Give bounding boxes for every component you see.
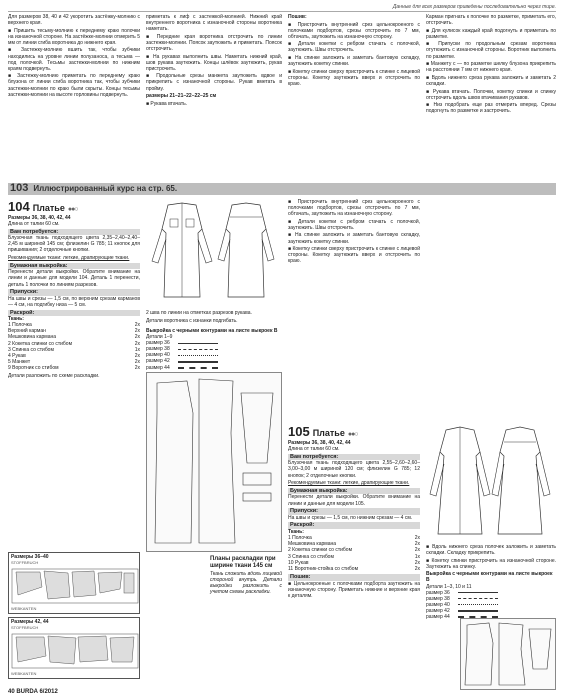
pattern-pieces-svg — [147, 373, 281, 551]
paragraph: ■ На спинке заложить и заметать бантовую складку, заутюжить кокетку спинки. — [288, 232, 420, 245]
list-item: 1 Полочка 2x — [8, 322, 140, 329]
layout-plan-caption — [210, 556, 282, 597]
list-item: 5 Манжет 2x — [8, 358, 140, 365]
webkanten-label: WEBKANTEN — [11, 671, 37, 677]
pattern-text: Перенести детали выкройки. Обратите внимание на линии и данные для модели 104. Деталь 1 перенести, деталь 1 полочки по линиям разрезов. — [8, 269, 140, 288]
sizes: Размеры 36, 38, 40, 42, 44 — [288, 440, 351, 446]
contour-parts: Детали 1–9 — [146, 334, 173, 341]
paragraph: ■ Вдоль нижнего среза полочек заложить и заметать складки. Складку прикрепить. — [426, 544, 556, 557]
list-item: Мешковина кармана 2x — [8, 334, 140, 341]
cutting-heading: Раскрой: — [288, 522, 420, 529]
fabric-label: Ткань: — [8, 316, 24, 323]
paragraph: Карман пригнать к полочке по разметке, приметать его, отстрочить. — [426, 14, 556, 27]
model-104-heading — [8, 199, 140, 215]
paragraph: ■ Застежку-молнию приметать по переднему краю блузона от линии сгиба воротника так, чтобы зубчики застежки-молнии по краю были скрыты. Концы тесьмы застежки-молнии на высоте горловины подвернуть. — [8, 73, 140, 98]
legend-row: размер 42 — [426, 608, 556, 614]
layout-title: Размеры 36–40 — [11, 554, 49, 560]
parts-list — [288, 535, 420, 572]
legend-row: размер 38 — [146, 346, 282, 352]
model-number: 104 — [8, 199, 30, 214]
paragraph: ■ Детали кокетки с ребром стачать с полочкой, заутюжить. Швы отстрочить. — [288, 218, 420, 231]
parts-list — [8, 322, 140, 371]
list-item: Верхний карман 2x — [8, 328, 140, 335]
list-item: 2 Кокетка спинки со стибом 2x — [288, 547, 420, 554]
paragraph: 2 шва по линии на отметках разрезов рукава. — [146, 310, 252, 316]
paragraph: ■ На рукавах выполнить швы. Наметать нижний край, шов рукава заутюжить. Концы шлёвок заутюжить, рукав пристрочить. — [146, 53, 282, 72]
stoffbruch-label: STOFFBRUCH — [11, 560, 39, 566]
paragraph: ■ Продольные срезы манжета заутюжить вдвое и прикрепить с изнаночной стороны. Рукав вметать в пройму. — [146, 73, 282, 92]
paragraph: ■ Манжету с — по разметке шелку блузона прикрепить на расстоянии 7 мм от нижнего края. — [426, 61, 556, 74]
dress-105-sketch — [426, 424, 556, 542]
legend-row: размер 44 — [426, 614, 556, 620]
list-item: 3 Спинка со стибом 1x — [8, 346, 140, 353]
pattern-text: Перенести детали выкройки. Обратите внимание на линии и данные для модели 105. — [288, 494, 420, 507]
allowances-text: На швы и срезы — 1,5 см, по нижним срезам — 4 см. — [288, 514, 413, 521]
course-banner — [8, 183, 556, 195]
top-column-3 — [288, 14, 420, 89]
legend-row: размер 36 — [146, 340, 282, 346]
allowances-text: На швы и срезы — 1,5 см, по верхним срезам карманов — 4 см, на подгибку низа — 5 см. — [8, 295, 140, 308]
paragraph: ■ Вдоль нижнего среза рукава заложить и заметать 2 складки. — [426, 74, 556, 87]
model-104-column — [8, 199, 140, 381]
dress-104-sketch — [146, 199, 282, 307]
contour-parts: Детали 1–3, 10 и 11 — [426, 583, 472, 590]
allowances-heading: Припуски: — [288, 508, 420, 515]
difficulty-dots: ●●○ — [67, 206, 78, 213]
pattern-pieces-105 — [460, 618, 556, 690]
list-item: 2 Кокетка спинки со стибом 2x — [8, 340, 140, 347]
layout-title: Размеры 42, 44 — [11, 619, 49, 625]
banner-text: Иллюстрированный курс на стр. 65. — [33, 184, 178, 194]
paragraph: ■ Пристрочить внутренний срез цельнокроеного с полочками подбортов, срезы отстрочить по 7 мм, обтачать, заутюжить на изнаночную сторону. — [288, 199, 420, 218]
sewing-heading: Пошив: — [288, 574, 420, 581]
model-105-column — [288, 440, 420, 600]
length: Длина от талии 60 см. — [288, 446, 340, 453]
paragraph: размеры 21–21–22–22–25 см — [146, 93, 217, 100]
paragraph: ■ Рукава втачать. Полочки, кокетку спинки и спинку отстрочить вдоль швов втачивания рукавов. — [426, 88, 556, 101]
materials-text: Блузочная ткань подходящего цвета 2,35–2,40–2,40–2,45 м шириной 145 см; флизелин G 785; 11 кнопок для пришивания; 2 отделочные кнопки. — [8, 235, 140, 254]
allowances-heading: Припуски: — [8, 289, 140, 296]
length: Длина от талии 60 см. — [8, 220, 60, 227]
legend-row: размер 44 — [146, 365, 282, 371]
list-item: 4 Рукав 2x — [8, 352, 140, 359]
paragraph: Детали воротника с изнанки подгибать. — [146, 317, 238, 324]
list-item: 10 Рукав 2x — [288, 559, 420, 566]
model-104-sewing-text — [288, 199, 420, 419]
materials-heading: Вам потребуется: — [288, 454, 420, 461]
header-note: Данные для всех размеров приведены последовательно через тире. — [392, 4, 556, 10]
cutting-heading: Раскрой: — [8, 310, 140, 317]
materials-text: Блузочная ткань подходящего цвета 2,55–2,60–2,60–3,00–3,00 м шириной 120 см; флизелин G 785; 12 кнопок; 2 отделочные кнопки. — [288, 460, 420, 479]
list-item: 3 Спинка со стибом 1x — [288, 553, 420, 560]
layout-diagram-42-44 — [8, 617, 140, 679]
legend-row: размер 36 — [426, 590, 556, 596]
top-column-1 — [8, 14, 140, 99]
list-item: 9 Воротник со стибом 2x — [8, 364, 140, 371]
pattern-pieces-svg — [461, 619, 555, 689]
paragraph: ■ Кокетку спинки сверху пристрочить к спинке с лицевой стороны. Кокетку заутюжить вверх и отстрочить по краю. — [288, 246, 420, 265]
paragraph: ■ На спинке заложить и заметать бантовую складку, заутюжить кокетку спинки. — [288, 55, 420, 68]
webkanten-label: WEBKANTEN — [11, 606, 37, 612]
layout-diagram-svg — [10, 567, 140, 607]
pattern-heading: Бумажная выкройка: — [8, 263, 140, 270]
paragraph: ■ Кокетку спинки пристрочить на изнаночной стороне. Заутюжить на спинку. — [426, 557, 556, 570]
paragraph: ■ Застежку-молнию вшить так, чтобы зубчики находились на уровне линии полузаноса, а тесьма — под полочкой. Тесьмы застежки-молнии по нижним краям подвернуть. — [8, 47, 140, 72]
fabric-label: Ткань: — [288, 529, 304, 536]
model-title: Платье — [32, 203, 65, 213]
paragraph: ■ Припуски по продольным срезам воротника отутюжить с изнаночной стороны. Воротник выполнить по разметке. — [426, 41, 556, 60]
sizes: Размеры 36, 38, 40, 42, 44 — [8, 214, 71, 221]
list-item: 11 Воротник-стойка со стибом 2x — [288, 565, 420, 572]
paragraph: приметать к лиф с застежкой-молнией. Нижний край внутреннего воротника с изнаночной стороны воротника наметать. — [146, 14, 282, 33]
legend-row: размер 38 — [426, 596, 556, 602]
paragraph: Для размеров 38, 40 и 42 укоротить застёжку-молнию с верхнего края. — [8, 14, 140, 27]
paragraph: ■ Для кулисок каждый край подогнуть и приметать по разметке. — [426, 27, 556, 40]
dress-104-technical-drawing — [146, 199, 282, 307]
legend-row: размер 42 — [146, 358, 282, 364]
list-item: 1 Полочка 2x — [288, 535, 420, 542]
paragraph: ■ Рукава втачать. — [146, 100, 188, 107]
top-column-4 — [426, 14, 556, 116]
banner-number: 103 — [10, 182, 29, 195]
after-parts-text: Детали разложить по схеме раскладки. — [8, 373, 100, 380]
layout-diagram-36-40 — [8, 552, 140, 614]
section-heading: Пошив: — [288, 14, 307, 20]
sewing-text: ■ Цельнокроеные с полочками подборта заутюжить на изнаночную сторону. Приметать нижние и верхние края к деталям. — [288, 580, 420, 599]
layout-plan-text: Ткань сложить вдоль лицевой стороной внутрь. Детали выкройки разложить с учетом схемы раскладки. — [210, 570, 282, 595]
header-rule — [8, 11, 556, 12]
page-footer: 40 BURDA 6/2012 — [8, 688, 58, 695]
fabric-note: Рекомендуемые ткани: легкие, драпирующие ткани. — [8, 255, 130, 262]
materials-heading: Вам потребуется: — [8, 229, 140, 236]
model-105-notes — [426, 544, 556, 620]
legend-row: размер 40 — [146, 352, 282, 358]
sketch-notes — [146, 310, 282, 325]
fabric-note: Рекомендуемые ткани: легкие, драпирующие ткани. — [288, 480, 410, 487]
difficulty-dots: ●●○ — [347, 431, 358, 438]
paragraph: ■ Передние края воротника отстрочить по линии застежки-молнии. Поясок заутюжить и приметать. Поясок отстрочить. — [146, 33, 282, 52]
stoffbruch-label: STOFFBRUCH — [11, 625, 39, 631]
contour-legend-104 — [146, 328, 282, 371]
top-column-2 — [146, 14, 282, 108]
model-title: Платье — [312, 428, 345, 438]
legend-row: размер 40 — [426, 602, 556, 608]
paragraph: ■ Детали кокетки с ребром стачать с полочкой, заутюжить. Швы отстрочить. — [288, 41, 420, 54]
pattern-pieces-104 — [146, 372, 282, 552]
layout-diagram-svg — [10, 632, 140, 672]
paragraph: ■ Низ подобрать еще раз отмерить вперед. Срезы подогнуть по разметке и застрочить. — [426, 102, 556, 115]
contour-heading: Выкройка с черными контурами на листе выкроек В — [146, 328, 278, 334]
contour-heading: Выкройка с черными контурами на листе выкроек В — [426, 571, 553, 584]
layout-plan-title: Планы раскладки при ширине ткани 145 см — [210, 556, 276, 570]
list-item: Мешковина кармана 2x — [288, 541, 420, 548]
paragraph: ■ Пристрочить внутренний срез цельнокроеного с полочками подбортов, срезы отстрочить по 7 мм, обтачать, заутюжить на изнаночную сторону. — [288, 21, 420, 40]
paragraph: ■ Кокетку спинки сверху пристрочить к спинке с лицевой стороны. Кокетку заутюжить вверх и отстрочить по краю. — [288, 68, 420, 87]
pattern-heading: Бумажная выкройка: — [288, 488, 420, 495]
model-number: 105 — [288, 424, 310, 439]
dress-105-technical-drawing — [426, 424, 556, 542]
paragraph: ■ Пришить тесьму-молнию к переднему краю полочки на изнаночной стороне. На застёжке-молнии отмерить 5 мм от линии сгиба воротника до нижнего края. — [8, 27, 140, 46]
